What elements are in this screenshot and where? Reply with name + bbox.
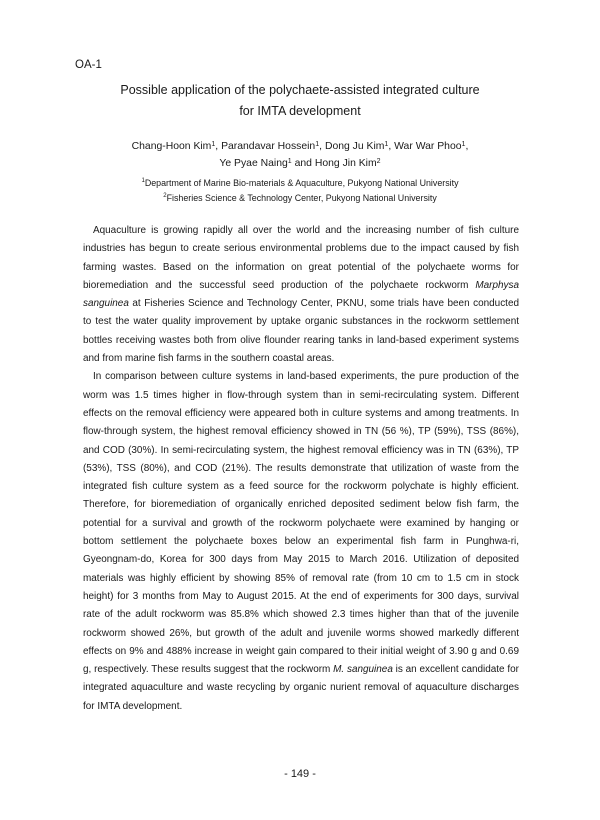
abstract-body — [83, 222, 519, 716]
author-name: War War Phoo — [394, 141, 462, 152]
paragraph-text: at Fisheries Science and Technology Center, PKNU, some trials have been conducted to test the water quality improvement by uptake organic substances in the rockworm settlement bottles receiving wastes both from olive flounder rearing tanks in land-based experiment systems and from marine fish farms in the southern coastal areas. — [83, 298, 519, 365]
affiliation-2 — [0, 191, 600, 205]
species-name: M. sanguinea — [333, 664, 393, 676]
paper-code: OA-1 — [75, 59, 102, 71]
author-affiliation-mark: 2 — [376, 157, 381, 165]
author-name: Chang-Hoon Kim — [131, 141, 212, 152]
author-affiliation-mark: 1 — [315, 140, 320, 148]
affiliation-number: 2 — [163, 192, 167, 199]
author-separator: , — [465, 141, 469, 152]
title-line-2: for IMTA development — [239, 104, 361, 118]
authors-line-2 — [0, 156, 600, 172]
author-name: Parandavar Hossein — [221, 141, 316, 152]
paragraph-text: In comparison between culture systems in land-based experiments, the pure production of the worm was 1.5 times higher in flow-through system than in semi-recirculating system. Different effects on the removal efficiency were appeared both in culture systems and among treatments. In flow-through system, the highest removal efficiency showed in TN (56 %), TP (59%), TSS (86%), and COD (30%). In semi-recirculating system, the highest removal efficiency was in TN (63%), TP (53%), TSS (80%), and COD (21%). The results demonstrate that utilization of waste from the integrated fish culture system as a feed source for the rockworm polychate is highly efficient. Therefore, for bioremediation of organically enriched deposited sediment below fish farm, the potential for a survival and growth of the rockworm polychaete were examined by hanging or bottom settlement the polychaete boxes below an experimental fish farm in Punghwa-ri, Gyeongnam-do, Korea for 300 days from May 2015 to March 2016. Utilization of deposited materials was highly efficient by showing 85% of removal rate (from 10 cm to 1.5 cm in stock height) for 3 months from May to August 2015. At the end of experiments for 300 days, survival rate of the adult rockworm was 85.8% which showed 2.3 times higher than that of the juvenile rockworm showed 26%, but growth of the adult and juvenile worms showed markedly different effects on 9% and 488% increase in weight gain compared to their initial weight of 3.90 g and 0.69 g, respectively. These results suggest that the rockworm — [83, 371, 519, 676]
affiliation-number: 1 — [141, 177, 145, 184]
title-line-1: Possible application of the polychaete-assisted integrated culture — [120, 83, 480, 97]
abstract-paragraph-1 — [83, 222, 519, 368]
abstract-paragraph-2 — [83, 368, 519, 716]
author-separator: , — [319, 141, 325, 152]
author-separator: , — [215, 141, 222, 152]
author-name: Ye Pyae Naing — [219, 158, 288, 169]
paragraph-text: is an excellent candidate for integrated aquaculture and waste recycling by organic nurient removal of aquaculture discharges for IMTA development. — [83, 664, 519, 712]
author-name: Dong Ju Kim — [324, 141, 385, 152]
author-affiliation-mark: 1 — [461, 140, 466, 148]
author-affiliation-mark: 1 — [287, 157, 292, 165]
author-affiliation-mark: 1 — [211, 140, 216, 148]
species-name: Marphysa sanguinea — [83, 279, 519, 310]
author-affiliation-mark: 1 — [384, 140, 389, 148]
author-name: Hong Jin Kim — [314, 158, 377, 169]
author-separator: and — [291, 158, 315, 169]
page-number: - 149 - — [284, 768, 316, 780]
affiliation-text: Fisheries Science & Technology Center, Pukyong National University — [166, 193, 437, 203]
author-separator: , — [388, 141, 395, 152]
authors-line-1 — [0, 139, 600, 155]
affiliation-text: Department of Marine Bio-materials & Aquaculture, Pukyong National University — [144, 178, 459, 188]
affiliation-1 — [0, 176, 600, 190]
paragraph-text: Aquaculture is growing rapidly all over the world and the increasing number of fish culture industries has begun to create serious environmental problems due to the impact caused by fish farming wastes. Based on the information on great potential of the polychaete worms for bioremediation and the successful seed production of the polychaete rockworm — [83, 225, 519, 291]
